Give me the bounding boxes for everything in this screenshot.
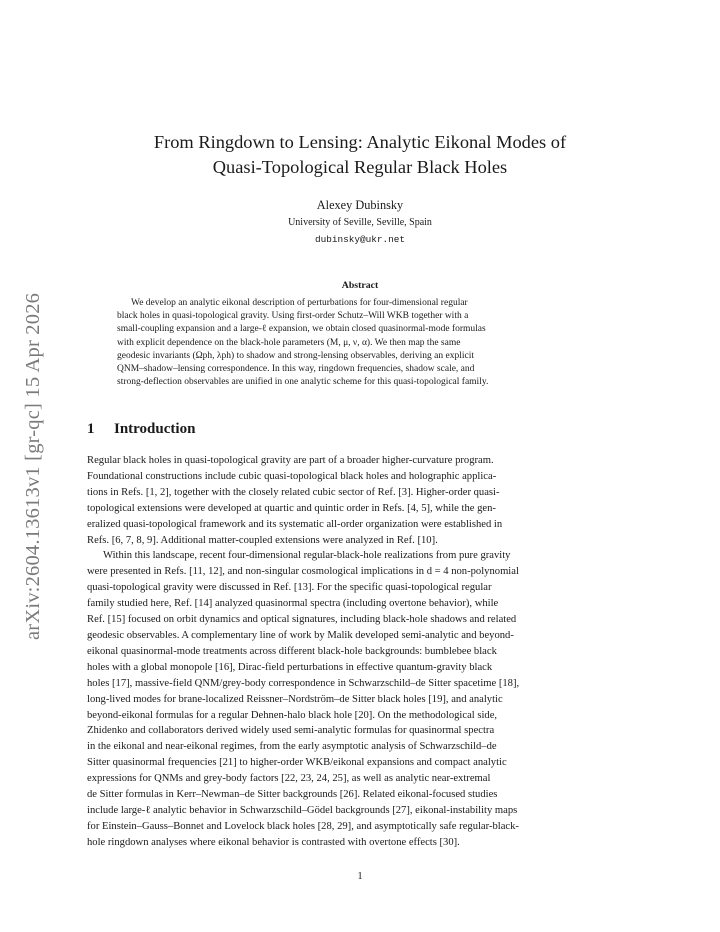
paragraph-line: expressions for QNMs and grey-body factors [22, 23, 24, 25], as well as analytic near-extremal	[87, 773, 491, 785]
abstract-heading: Abstract	[341, 280, 379, 291]
paragraph-line: long-lived modes for brane-localized Reissner–Nordström–de Sitter black holes [19], and analytic	[87, 693, 503, 705]
section-heading	[87, 421, 195, 438]
paragraph-line: geodesic observables. A complementary line of work by Malik developed semi-analytic and beyond-	[87, 629, 514, 641]
paragraph-line: tions in Refs. [1, 2], together with the closely related cubic sector of Ref. [3]. Higher-order quasi-	[87, 486, 500, 498]
abstract-body	[117, 297, 603, 389]
paragraph-line: Regular black holes in quasi-topological gravity are part of a broader higher-curvature program.	[87, 455, 494, 466]
abstract-line: geodesic invariants (Ωph, λph) to shadow and strong-lensing observables, deriving an explicit	[117, 350, 475, 361]
introduction-body	[87, 453, 635, 851]
paragraph-line: for Einstein–Gauss–Bonnet and Lovelock black holes [28, 29], and asymptotically safe regular-black-	[87, 820, 519, 832]
paragraph-line: holes [17], massive-field QNM/grey-body correspondence in Schwarzschild–de Sitter spacetime [18],	[87, 677, 520, 689]
paragraph-line: Zhidenko and collaborators derived widely used semi-analytic formulas for quasinormal spectra	[87, 725, 495, 737]
paragraph-line: quasi-topological gravity were discussed in Ref. [13]. For the specific quasi-topological regular	[87, 582, 492, 594]
section-number: 1	[87, 421, 95, 437]
paragraph-line: Refs. [6, 7, 8, 9]. Additional matter-coupled extensions were analyzed in Ref. [10].	[87, 534, 438, 546]
abstract-line: black holes in quasi-topological gravity. Using first-order Schutz–Will WKB together with a	[117, 311, 469, 322]
paragraph-line: holes with a global monopole [16], Dirac-field perturbations in effective quantum-gravity black	[87, 661, 493, 673]
paragraph-line: hole ringdown analyses where eikonal behavior is contrasted with overtone effects [30].	[87, 836, 460, 848]
author-email[interactable]: dubinsky@ukr.net	[314, 234, 405, 245]
title-line: From Ringdown to Lensing: Analytic Eikonal Modes of	[153, 132, 567, 152]
abstract-line: strong-deflection observables are unified in one analytic scheme for this quasi-topological family.	[117, 377, 489, 388]
abstract-line: small-coupling expansion and a large-ℓ expansion, we obtain closed quasinormal-mode formulas	[117, 324, 486, 335]
paragraph-line: were presented in Refs. [11, 12], and non-singular cosmological implications in d = 4 non-polynomial	[87, 566, 519, 578]
page-number: 1	[357, 871, 363, 882]
paragraph-line: topological extensions were developed at quartic and quintic order in Refs. [4, 5], while the gen-	[87, 502, 496, 514]
abstract-line: with explicit dependence on the black-hole parameters (M, μ, ν, α). We then map the same	[117, 337, 461, 348]
paper-title	[88, 130, 632, 180]
paragraph-line: in the eikonal and near-eikonal regimes, from the early asymptotic analysis of Schwarzschild–de	[87, 741, 497, 753]
paragraph-line: eralized quasi-topological framework and its systematic all-order organization were established in	[87, 518, 503, 530]
abstract-line: We develop an analytic eikonal description of perturbations for four-dimensional regular	[131, 298, 468, 308]
paragraph-line: de Sitter formulas in Kerr–Newman–de Sitter backgrounds [26]. Related eikonal-focused studies	[87, 789, 498, 801]
paragraph-line: eikonal quasinormal-mode treatments across different black-hole backgrounds: bumblebee black	[87, 645, 497, 657]
title-line: Quasi-Topological Regular Black Holes	[212, 157, 508, 177]
paragraph-line: family studied here, Ref. [14] analyzed quasinormal spectra (including overtone behavior), while	[87, 598, 499, 610]
paragraph-line: include large-ℓ analytic behavior in Schwarzschild–Gödel backgrounds [27], eikonal-instability maps	[87, 804, 518, 816]
paragraph-line: beyond-eikonal formulas for a regular Dehnen-halo black hole [20]. On the methodological side,	[87, 709, 498, 721]
paragraph-line: Foundational constructions include cubic quasi-topological black holes and holographic applica-	[87, 470, 497, 482]
author-name: Alexey Dubinsky	[316, 198, 404, 212]
paragraph-line: Ref. [15] focused on orbit dynamics and optical signatures, including black-hole shadows and related	[87, 614, 517, 626]
paragraph-line: Sitter quasinormal frequencies [21] to higher-order WKB/eikonal expansions and compact analytic	[87, 757, 507, 769]
section-title: Introduction	[114, 421, 196, 437]
author-affiliation: University of Seville, Seville, Spain	[288, 217, 432, 228]
paragraph-line: Within this landscape, recent four-dimensional regular-black-hole realizations from pure gravity	[103, 550, 511, 562]
arxiv-identifier: arXiv:2604.13613v1 [gr-qc] 15 Apr 2026	[22, 292, 44, 640]
abstract-line: QNM–shadow–lensing correspondence. In this way, ringdown frequencies, shadow scale, and	[117, 364, 475, 375]
